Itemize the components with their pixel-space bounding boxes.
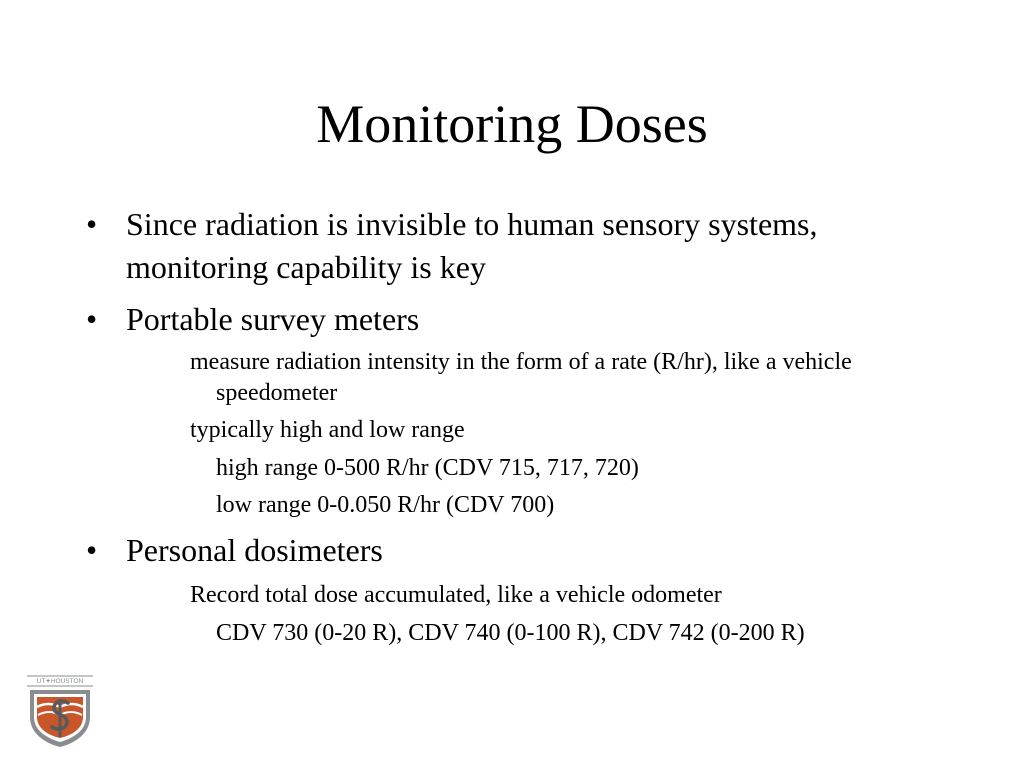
detail-cdv-models: CDV 730 (0-20 R), CDV 740 (0-100 R), CDV 742 (0-200 R) — [216, 620, 805, 646]
detail-low-range: low range 0-0.050 R/hr (CDV 700) — [216, 492, 555, 518]
subitem-measure-intensity: measure radiation intensity in the form of a rate (R/hr), like a vehicle speedometer — [190, 349, 852, 406]
bullet-dot: • — [86, 301, 98, 337]
bullet-personal-dosimeters — [86, 529, 866, 572]
bullet-text: Personal dosimeters — [126, 532, 383, 568]
bullet-text: Since radiation is invisible to human sensory systems, monitoring capability is key — [126, 206, 818, 285]
bullet-text: Portable survey meters — [126, 301, 420, 337]
bullet-dot: • — [86, 206, 98, 242]
bullet-dot: • — [86, 532, 98, 568]
bullet-radiation-invisible — [86, 203, 866, 289]
detail-high-range: high range 0-500 R/hr (CDV 715, 717, 720) — [216, 455, 639, 481]
logo-label: UT✦HOUSTON — [36, 678, 84, 685]
ut-houston-seal-icon — [24, 673, 96, 749]
bullet-portable-survey-meters — [86, 298, 866, 341]
subitem-record-total-dose: Record total dose accumulated, like a vehicle odometer — [190, 582, 722, 608]
slide-title: Monitoring Doses — [316, 94, 708, 154]
ut-houston-logo — [24, 673, 96, 749]
subitem-high-low-range: typically high and low range — [190, 417, 465, 443]
